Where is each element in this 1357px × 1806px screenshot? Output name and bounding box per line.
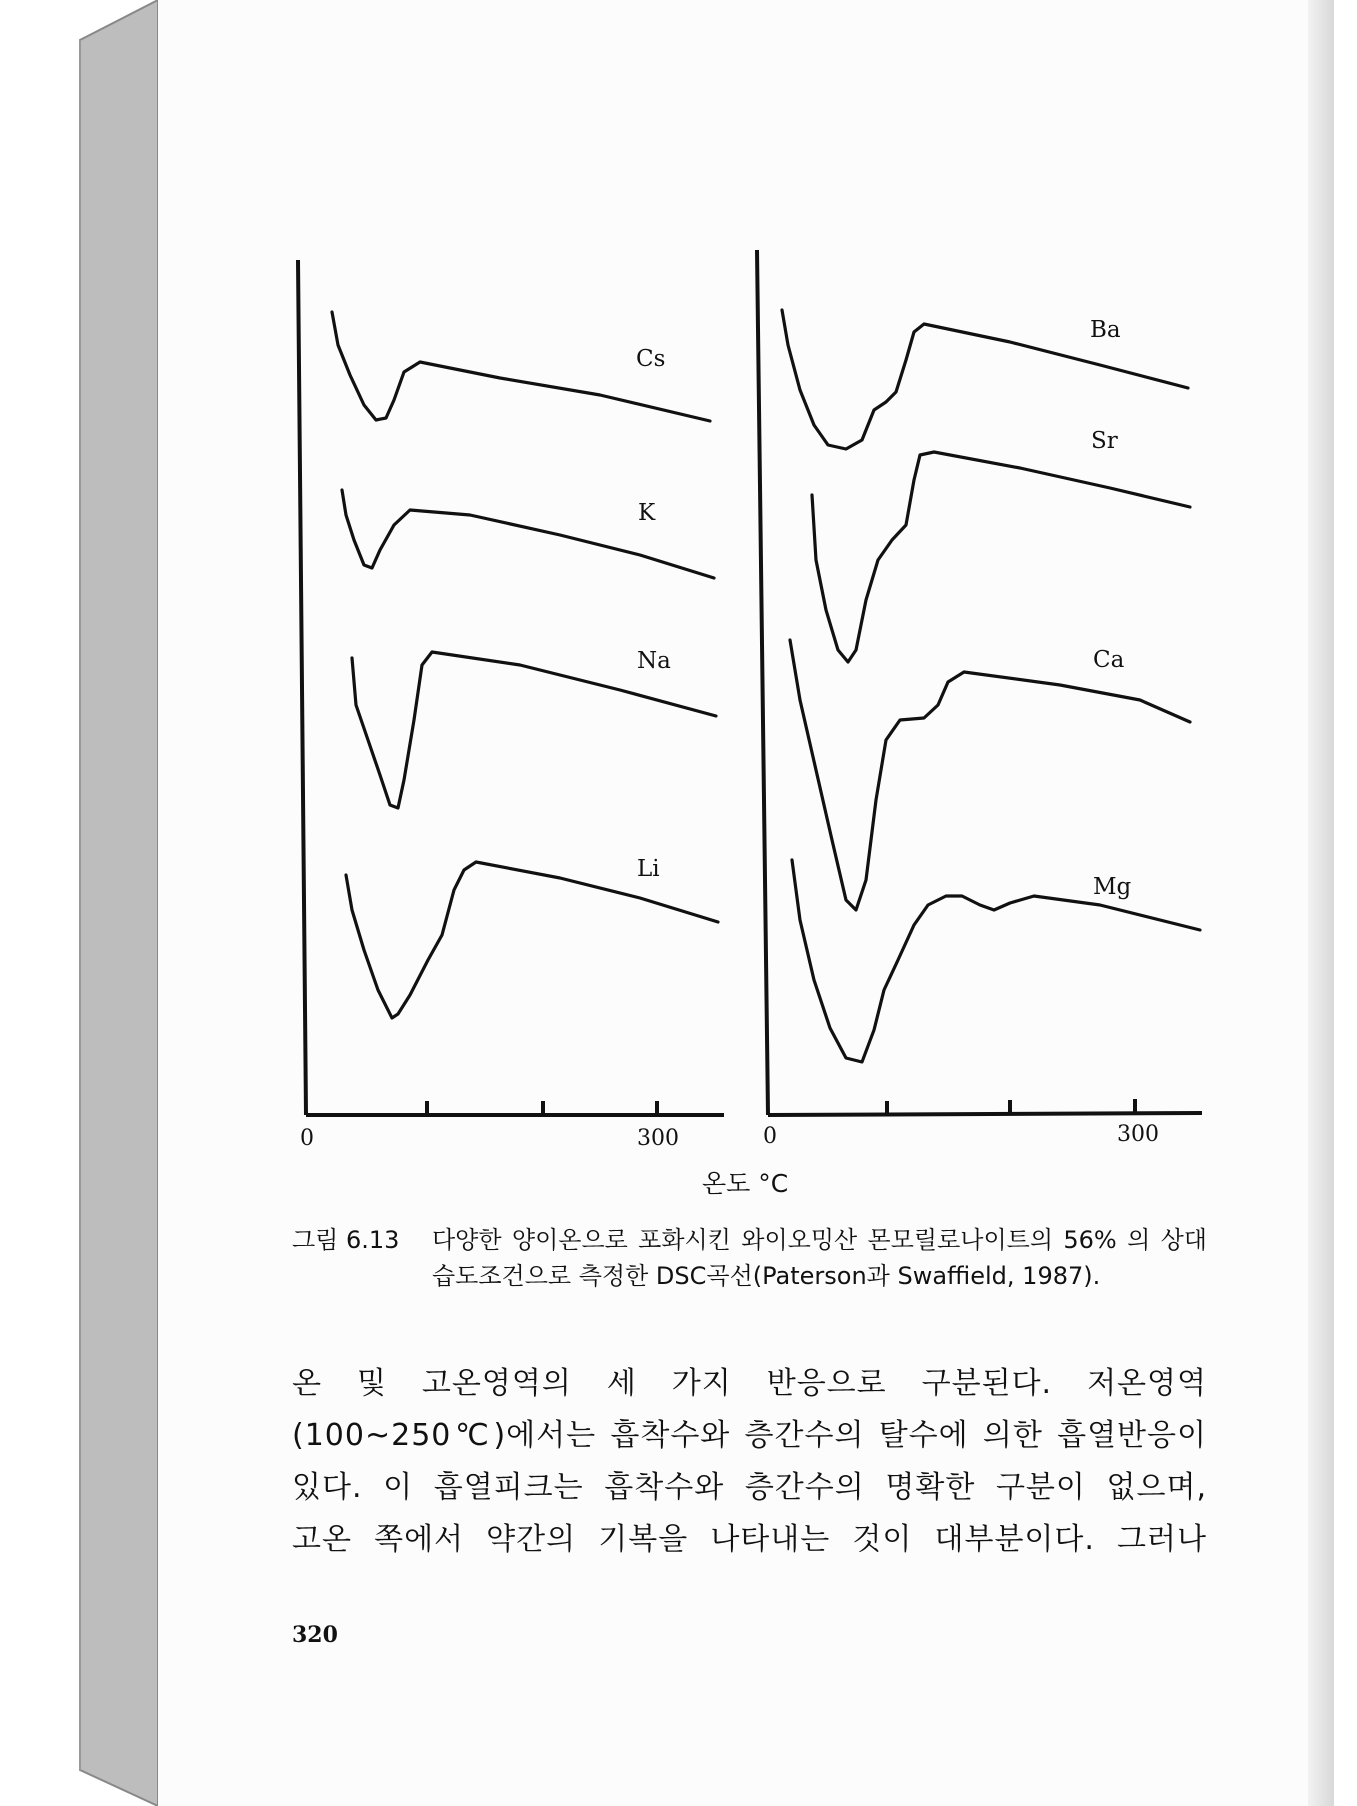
label-cs: Cs [636,346,666,372]
paragraph-line-1: 온 및 고온영역의 세 가지 반응으로 구분된다. 저온영역 [292,1366,1207,1401]
paragraph-line-4: 고온 쪽에서 약간의 기복을 나타내는 것이 대부분이다. 그러나 [292,1522,1207,1557]
curve-k [342,490,714,578]
curve-li [346,862,718,1018]
right-tick-label-300: 300 [1117,1122,1159,1147]
x-axis-label: 온도 °C [702,1169,789,1198]
curve-na [352,652,716,808]
page-number: 320 [292,1622,338,1648]
paragraph-line-2: (100~250℃)에서는 흡착수와 층간수의 탈수에 의한 흡열반응이 [292,1418,1207,1453]
right-x-axis [768,1113,1202,1115]
label-ca: Ca [1093,647,1125,673]
left-tick-label-300: 300 [637,1126,679,1151]
label-ba: Ba [1090,317,1121,343]
right-y-axis [757,250,768,1115]
curve-sr [812,452,1190,662]
figure-caption [292,1222,1207,1290]
caption-number: 그림 6.13 [292,1226,400,1254]
body-paragraph [292,1358,1207,1566]
curve-ba [782,310,1188,449]
right-tick-label-0: 0 [763,1124,777,1149]
right-panel [757,250,1202,1149]
label-li: Li [637,856,660,882]
curve-ca [790,640,1190,910]
left-panel [298,260,724,1151]
label-mg: Mg [1093,874,1132,900]
left-tick-label-0: 0 [300,1126,314,1151]
label-k: K [638,500,656,526]
left-y-axis [298,260,306,1115]
label-na: Na [637,648,671,674]
paragraph-line-3: 있다. 이 흡열피크는 흡착수와 층간수의 명확한 구분이 없으며, [292,1470,1207,1505]
caption-text: 다양한 양이온으로 포화시킨 와이오밍산 몬모릴로나이트의 56% 의 상대습도조건으로 측정한 DSC곡선(Paterson과 Swaffield, 1987). [432,1226,1207,1290]
curve-mg [792,860,1200,1062]
label-sr: Sr [1091,428,1118,454]
